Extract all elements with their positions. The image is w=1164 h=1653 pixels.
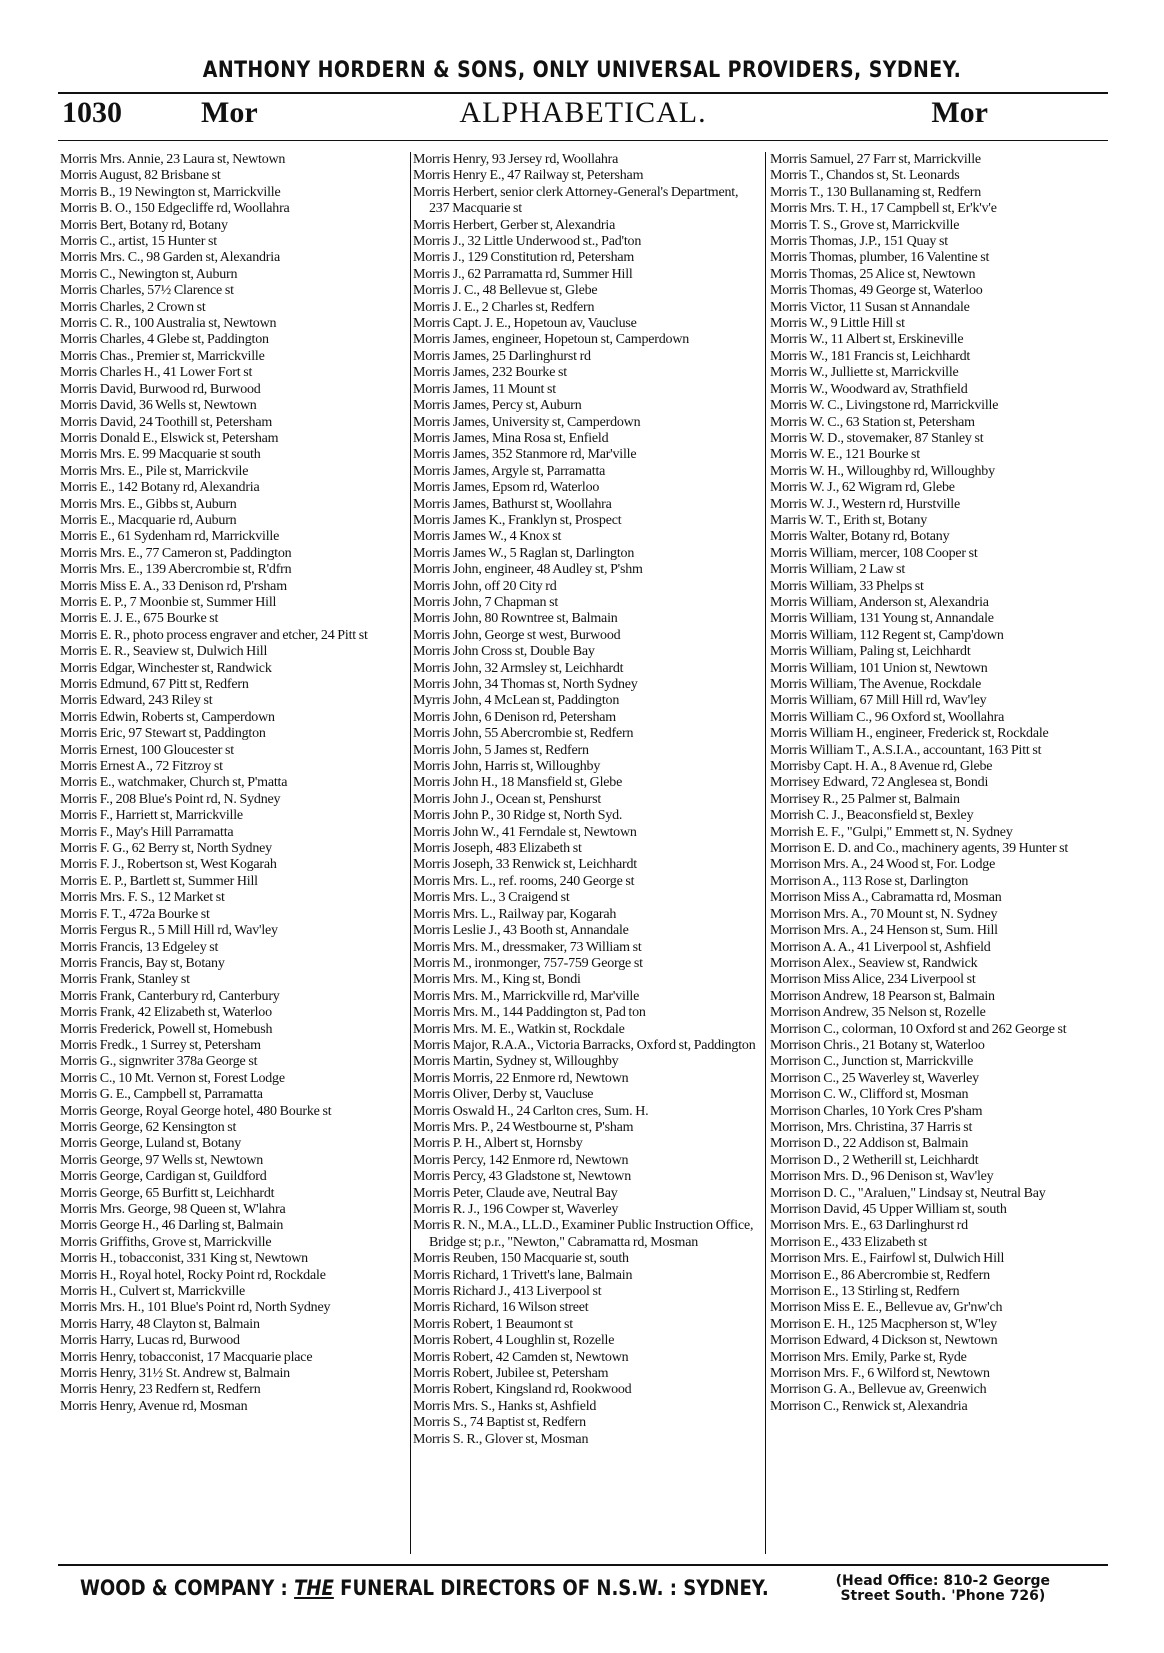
directory-entry: Morrison E. D. and Co., machinery agents, 39 Hunter st [770,841,1069,857]
directory-entry: Morris Joseph, 483 Elizabeth st [413,841,582,857]
directory-entry: Morris G., signwriter 378a George st [60,1054,258,1070]
directory-entry: Morrison E., 433 Elizabeth st [770,1234,928,1250]
directory-entry: Morris J. E., 2 Charles st, Redfern [413,299,595,315]
directory-entry: Morris W. C., Livingstone rd, Marrickville [770,398,999,414]
directory-entry: Morris Henry E., 47 Railway st, Petersham [413,168,644,184]
directory-entry: Morris Mrs. M., Marrickville rd, Mar'ville [413,988,640,1004]
directory-entry: Morris Frederick, Powell st, Homebush [60,1021,273,1037]
directory-entry: Morrison Mrs. A., 24 Henson st, Sum. Hill [770,923,998,939]
page-number: 1030 [62,96,122,129]
directory-entry: Morris E., Macquarie rd, Auburn [60,512,237,528]
directory-entry: Morris Thomas, J.P., 151 Quay st [770,234,948,250]
directory-entry: Morris F., May's Hill Parramatta [60,824,234,840]
directory-entry: Morris Percy, 142 Enmore rd, Newtown [413,1152,629,1168]
directory-entry: Morrison Chris., 21 Botany st, Waterloo [770,1037,985,1053]
directory-entry: Morris Mrs. E. 99 Macquarie st south [60,447,261,463]
directory-entry: Morris Harry, Lucas rd, Burwood [60,1333,240,1349]
directory-entry: Morris J., 129 Constitution rd, Petersham [413,250,635,266]
directory-entry: Morris Bert, Botany rd, Botany [60,217,228,233]
directory-entry: Morrison E., 86 Abercrombie st, Redfern [770,1267,990,1283]
directory-entry: Morris Henry, 93 Jersey rd, Woollahra [413,152,619,167]
directory-entry: Morrison D. C., "Araluen," Lindsay st, Neutral Bay [770,1185,1046,1201]
directory-entry: Morris John, engineer, 48 Audley st, P'shm [413,562,643,578]
directory-entry: Morris Mrs. George, 98 Queen st, W'lahra [60,1202,286,1217]
directory-entry: Morris Ernest A., 72 Fitzroy st [60,759,223,775]
directory-entry: Morris Mrs. H., 101 Blue's Point rd, North Sydney [60,1300,331,1316]
directory-entry: Morrison David, 45 Upper William st, south [770,1202,1007,1217]
directory-entry: Morris W., 9 Little Hill st [770,316,905,332]
directory-entry: Morris Eric, 97 Stewart st, Paddington [60,726,266,742]
section-title: ALPHABETICAL. [459,96,707,129]
right-guide-word: Mor [931,96,988,129]
directory-entry: Morris Richard, 16 Wilson street [413,1300,589,1316]
directory-entry: Morris George, Luland st, Botany [60,1136,242,1152]
directory-entry: Morrison C., Renwick st, Alexandria [770,1398,968,1414]
directory-entry: Morris W., Julliette st, Marrickville [770,365,959,381]
directory-entry: Morris James W., 5 Raglan st, Darlington [413,545,635,561]
directory-entry: Morris F. J., Robertson st, West Kogarah [60,857,277,873]
directory-entry: Morris S. R., Glover st, Mosman [413,1431,589,1447]
directory-entry: Morris B. O., 150 Edgecliffe rd, Woollahra [60,201,290,217]
directory-entry: Morrison A. A., 41 Liverpool st, Ashfield [770,939,991,955]
directory-entry: Morris C., Newington st, Auburn [60,266,238,282]
directory-entry: Morris James, University st, Camperdown [413,414,641,430]
directory-entry: Morris William, The Avenue, Rockdale [770,677,982,692]
directory-entry: Morris Mrs. L., 3 Craigend st [413,890,570,906]
directory-entry: Myrris John, 4 McLean st, Paddington [413,693,620,709]
footer-office: (Head Office: 810-2 George Street South. 'Phone 726) [835,1573,1050,1604]
directory-entry: Morris W. H., Willoughby rd, Willoughby [770,463,995,479]
top-rule [58,92,1108,94]
directory-entry: Morris E., watchmaker, Church st, P'matta [60,775,288,791]
directory-entry: Morris Robert, 42 Camden st, Newtown [413,1349,629,1365]
directory-entry: Morrison D., 22 Addison st, Balmain [770,1136,969,1152]
advertiser-banner: ANTHONY HORDERN & SONS, ONLY UNIVERSAL PROVIDERS, SYDNEY. [202,58,962,83]
directory-entry: Morris John, 80 Rowntree st, Balmain [413,611,618,627]
directory-entry: Morris M., ironmonger, 757-759 George st [413,955,643,971]
directory-entry: Morris William, Anderson st, Alexandria [770,594,989,610]
directory-entry: Morris Peter, Claude ave, Neutral Bay [413,1185,618,1201]
directory-entry: Morris James, Epsom rd, Waterloo [413,480,600,496]
directory-entry: Morris Herbert, senior clerk Attorney-General's Department, 237 Macquarie st [413,184,739,217]
directory-entry: Morrison Charles, 10 York Cres P'sham [770,1103,983,1119]
directory-entry: Morrisby Capt. H. A., 8 Avenue rd, Glebe [770,759,993,775]
directory-entry: Morris W., Woodward av, Strathfield [770,381,968,397]
directory-entry: Morris F., 208 Blue's Point rd, N. Sydney [60,791,281,807]
directory-entry: Morris B., 19 Newington st, Marrickville [60,184,281,200]
column-divider [765,152,766,1554]
directory-entry: Morris Edgar, Winchester st, Randwick [60,660,272,676]
directory-entry: Morrison Miss A., Cabramatta rd, Mosman [770,890,1002,906]
directory-entry: Morris John, 34 Thomas st, North Sydney [413,677,638,692]
directory-entry: Morris George, Cardigan st, Guildford [60,1169,267,1185]
directory-entry: Morris E. J. E., 675 Bourke st [60,611,219,627]
directory-entry: Morris Mrs. P., 24 Westbourne st, P'sham [413,1119,634,1135]
directory-entry: Morris William, 131 Young st, Annandale [770,611,994,627]
left-guide-word: Mor [201,96,258,129]
directory-entry: Morris Fredk., 1 Surrey st, Petersham [60,1037,261,1053]
directory-entry: Morris John, 5 James st, Redfern [413,742,589,758]
directory-entry: Morris Charles, 57½ Clarence st [60,283,234,299]
directory-entry: Morrison Mrs. E., Fairfowl st, Dulwich Hill [770,1251,1005,1267]
directory-entry: Morris Mrs. M., King st, Bondi [413,972,581,988]
directory-entry: Morris John, 7 Chapman st [413,594,559,610]
directory-entry: Morrison Miss Alice, 234 Liverpool st [770,972,976,988]
directory-entry: Morris Frank, Canterbury rd, Canterbury [60,988,280,1004]
directory-entry: Morris James, 352 Stanmore rd, Mar'ville [413,447,637,463]
directory-entry: Morrison Alex., Seaview st, Randwick [770,955,978,971]
directory-entry: Morris Miss E. A., 33 Denison rd, P'rsham [60,578,287,594]
directory-entry: Morris Mrs. M. E., Watkin st, Rockdale [413,1021,625,1037]
advertiser-footer [60,1572,1110,1622]
directory-entry: Morris G. E., Campbell st, Parramatta [60,1087,263,1103]
directory-entry: Morrish C. J., Beaconsfield st, Bexley [770,808,974,824]
directory-entry: Morris Robert, Jubilee st, Petersham [413,1366,609,1382]
directory-entry: Morris Major, R.A.A., Victoria Barracks, Oxford st, Paddington [413,1037,756,1053]
directory-entry: Morrison E. H., 125 Macpherson st, W'ley [770,1316,997,1332]
directory-entry: Morris James, 25 Darlinghurst rd [413,348,591,364]
directory-entry: Morris Fergus R., 5 Mill Hill rd, Wav'ley [60,923,278,939]
directory-entry: Morris Oswald H., 24 Carlton cres, Sum. H. [413,1103,649,1119]
directory-entry: Morrison, Mrs. Christina, 37 Harris st [770,1119,973,1135]
directory-entry: Morris John, 55 Abercrombie st, Redfern [413,726,634,742]
directory-entry: Morris J., 62 Parramatta rd, Summer Hill [413,266,633,282]
directory-entry: Morris Richard, 1 Trivett's lane, Balmain [413,1267,633,1283]
directory-entry: Morris William, 67 Mill Hill rd, Wav'ley [770,693,987,709]
directory-entry: Morris E., 61 Sydenham rd, Marrickville [60,529,280,545]
directory-entry: Morris Herbert, Gerber st, Alexandria [413,217,616,233]
directory-entry: Morrison G. A., Bellevue av, Greenwich [770,1382,987,1398]
directory-entry: Morris E., 142 Botany rd, Alexandria [60,480,260,496]
directory-entry: Morrison C., Junction st, Marrickville [770,1054,974,1070]
directory-entry: Morrison D., 2 Wetherill st, Leichhardt [770,1152,979,1168]
directory-entry: Morris Thomas, plumber, 16 Valentine st [770,250,990,266]
directory-entry: Morris R. N., M.A., LL.D., Examiner Public Instruction Office, Bridge st; p.r., "Newton," Cabramatta rd, Mosman [413,1218,754,1250]
directory-entry: Morris Mrs. C., 98 Garden st, Alexandria [60,250,280,266]
directory-entry: Morris Charles, 2 Crown st [60,299,206,315]
directory-entry: Morris Mrs. E., Gibbs st, Auburn [60,496,237,512]
directory-entry: Morris W. C., 63 Station st, Petersham [770,414,975,430]
directory-entry: Morrison C. W., Clifford st, Mosman [770,1087,969,1103]
directory-entry: Morris Harry, 48 Clayton st, Balmain [60,1316,260,1332]
directory-entry: Morris Walter, Botany rd, Botany [770,529,950,545]
directory-entry: Morris E. R., Seaview st, Dulwich Hill [60,644,268,660]
directory-entry: Morris Thomas, 49 George st, Waterloo [770,283,983,299]
column-3 [770,152,1108,1554]
directory-entry: Morrison Mrs. D., 96 Denison st, Wav'ley [770,1169,994,1185]
directory-entry: Morris Oliver, Derby st, Vaucluse [413,1087,594,1103]
directory-entry: Morris Henry, Avenue rd, Mosman [60,1398,248,1414]
directory-entry: Morris James, 11 Mount st [413,381,556,397]
directory-entry: Morris F. T., 472a Bourke st [60,906,210,922]
directory-entry: Morris E. R., photo process engraver and etcher, 24 Pitt st [60,627,368,643]
directory-entry: Morris William, Paling st, Leichhardt [770,644,971,660]
directory-entry: Morris J., 32 Little Underwood st., Pad'ton [413,234,642,250]
directory-entry: Morris T. S., Grove st, Marrickville [770,217,960,233]
directory-entry: Morrish E. F., "Gulpi," Emmett st, N. Sydney [770,824,1013,840]
directory-entry: Morris Joseph, 33 Renwick st, Leichhardt [413,857,637,873]
directory-entry: Morris John, 6 Denison rd, Petersham [413,709,617,725]
directory-entry: Morris Charles H., 41 Lower Fort st [60,365,253,381]
directory-entry: Morris Mrs. M., dressmaker, 73 William st [413,939,642,955]
directory-entry: Morris Martin, Sydney st, Willoughby [413,1054,619,1070]
directory-entry: Morris August, 82 Brisbane st [60,168,221,184]
directory-entry: Morris Robert, 1 Beaumont st [413,1316,573,1332]
footer-company: WOOD & COMPANY : [80,1576,295,1600]
directory-entry: Morris James, Percy st, Auburn [413,398,582,414]
directory-entry: Morris Edwin, Roberts st, Camperdown [60,709,275,725]
directory-entry: Morris John, 32 Armsley st, Leichhardt [413,660,624,676]
column-2 [413,152,761,1554]
directory-entry: Morris James, engineer, Hopetoun st, Camperdown [413,332,690,348]
directory-entry: Morris Frank, 42 Elizabeth st, Waterloo [60,1005,272,1021]
directory-entry: Morris Edward, 243 Riley st [60,693,213,709]
directory-entry: Morris Morris, 22 Enmore rd, Newtown [413,1070,629,1086]
directory-entry: Morris T., Chandos st, St. Leonards [770,168,960,184]
directory-entry: Morris James, Bathurst st, Woollahra [413,496,612,512]
directory-entry: Morris E. P., Bartlett st, Summer Hill [60,873,258,889]
directory-entry: Morris Mrs. E., Pile st, Marrickvile [60,463,249,479]
directory-entry: Morris W., 181 Francis st, Leichhardt [770,348,971,364]
directory-entry: Morrison Mrs. Emily, Parke st, Ryde [770,1349,967,1365]
directory-entry: Morris John H., 18 Mansfield st, Glebe [413,775,623,791]
directory-entry: Morris John, Harris st, Willoughby [413,759,601,775]
directory-entry: Morris John W., 41 Ferndale st, Newtown [413,824,637,840]
directory-entry: Morris W. D., stovemaker, 87 Stanley st [770,430,984,446]
directory-entry: Morris S., 74 Baptist st, Redfern [413,1415,586,1431]
directory-entry: Morris Mrs. L., ref. rooms, 240 George st [413,873,635,889]
footer-the: THE [294,1576,334,1600]
directory-entry: Morris Charles, 4 Glebe st, Paddington [60,332,269,348]
directory-entry: Morris Henry, 31½ St. Andrew st, Balmain [60,1366,290,1382]
column-1 [60,152,408,1554]
directory-entry: Morris Henry, 23 Redfern st, Redfern [60,1382,261,1398]
directory-entry: Morris Reuben, 150 Macquarie st, south [413,1251,629,1267]
directory-columns [60,152,1108,1554]
directory-entry: Morrison A., 113 Rose st, Darlington [770,873,969,889]
footer-advert [80,1576,769,1600]
directory-entry: Morris Donald E., Elswick st, Petersham [60,430,279,446]
directory-entry: Morris John, George st west, Burwood [413,627,621,643]
directory-entry: Morris Victor, 11 Susan st Annandale [770,299,970,315]
directory-entry: Morris T., 130 Bullanaming st, Redfern [770,184,982,200]
directory-entry: Morrison Mrs. E., 63 Darlinghurst rd [770,1218,968,1234]
directory-entry: Morrison Mrs. F., 6 Wilford st, Newtown [770,1366,990,1382]
directory-entry: Morris James, 232 Bourke st [413,365,567,381]
column-divider [410,152,411,1554]
footer-rule [58,1564,1108,1566]
directory-entry: Morris James, Argyle st, Parramatta [413,463,606,479]
directory-entry: Morrison C., colorman, 10 Oxford st and 262 George st [770,1021,1067,1037]
directory-entry: Morris Ernest, 100 Gloucester st [60,742,234,758]
directory-entry: Morris Mrs. E., 77 Cameron st, Paddington [60,545,292,561]
directory-entry: Morris Frank, Stanley st [60,972,190,988]
directory-entry: Morris Henry, tobacconist, 17 Macquarie place [60,1349,313,1365]
directory-entry: Morris F., Harriett st, Marrickville [60,808,243,824]
directory-entry: Morris Mrs. Annie, 23 Laura st, Newtown [60,152,286,167]
directory-entry: Morris F. G., 62 Berry st, North Sydney [60,841,272,857]
directory-entry: Morris H., Royal hotel, Rocky Point rd, Rockdale [60,1267,326,1283]
directory-entry: Marris W. T., Erith st, Botany [770,512,928,528]
directory-entry: Morrison Edward, 4 Dickson st, Newtown [770,1333,998,1349]
directory-entry: Morris Edmund, 67 Pitt st, Redfern [60,677,249,692]
directory-entry: Morris James W., 4 Knox st [413,529,562,545]
directory-entry: Morris Capt. J. E., Hopetoun av, Vaucluse [413,316,637,332]
directory-entry: Morris P. H., Albert st, Hornsby [413,1136,583,1152]
directory-entry: Morris William, 101 Union st, Newtown [770,660,988,676]
running-header [58,96,1108,136]
directory-entry: Morris Leslie J., 43 Booth st, Annandale [413,923,629,939]
header-rule [58,140,1108,141]
directory-entry: Morris David, 36 Wells st, Newtown [60,398,257,414]
directory-entry: Morris William, 2 Law st [770,562,906,578]
directory-entry: Morrisey Edward, 72 Anglesea st, Bondi [770,775,989,791]
directory-entry: Morrisey R., 25 Palmer st, Balmain [770,791,960,807]
directory-entry: Morris John J., Ocean st, Penshurst [413,791,602,807]
directory-entry: Morris William, 33 Phelps st [770,578,924,594]
directory-entry: Morris W., 11 Albert st, Erskineville [770,332,964,348]
directory-entry: Morris John P., 30 Ridge st, North Syd. [413,808,623,824]
directory-entry: Morris E. P., 7 Moonbie st, Summer Hill [60,594,277,610]
directory-entry: Morris W. E., 121 Bourke st [770,447,920,463]
directory-entry: Morris David, 24 Toothill st, Petersham [60,414,273,430]
directory-entry: Morris William C., 96 Oxford st, Woollahra [770,709,1005,725]
directory-entry: Morris George, 97 Wells st, Newtown [60,1152,264,1168]
directory-entry: Morris Mrs. F. S., 12 Market st [60,890,225,906]
directory-entry: Morris James K., Franklyn st, Prospect [413,512,622,528]
directory-entry: Morris R. J., 196 Cowper st, Waverley [413,1202,619,1217]
directory-entry: Morris C. R., 100 Australia st, Newtown [60,316,277,332]
directory-entry: Morris William H., engineer, Frederick st, Rockdale [770,726,1049,742]
directory-entry: Morris William, mercer, 108 Cooper st [770,545,978,561]
directory-entry: Morrison Mrs. A., 70 Mount st, N. Sydney [770,906,998,922]
directory-entry: Morris William T., A.S.I.A., accountant, 163 Pitt st [770,742,1042,758]
directory-entry: Morris C., artist, 15 Hunter st [60,234,217,250]
directory-entry: Morris Richard J., 413 Liverpool st [413,1284,602,1300]
directory-entry: Morris W. J., 62 Wigram rd, Glebe [770,480,955,496]
directory-entry: Morris David, Burwood rd, Burwood [60,381,261,397]
directory-entry: Morris George H., 46 Darling st, Balmain [60,1218,284,1234]
directory-entry: Morrison Mrs. A., 24 Wood st, For. Lodge [770,857,996,873]
directory-entry: Morris George, Royal George hotel, 480 Bourke st [60,1103,332,1119]
directory-entry: Morris J. C., 48 Bellevue st, Glebe [413,283,598,299]
directory-entry: Morrison C., 25 Waverley st, Waverley [770,1070,979,1086]
directory-entry: Morris C., 10 Mt. Vernon st, Forest Lodge [60,1070,285,1086]
directory-entry: Morris Samuel, 27 Farr st, Marrickville [770,152,981,167]
directory-entry: Morris Mrs. M., 144 Paddington st, Pad ton [413,1005,646,1021]
directory-entry: Morris Mrs. L., Railway par, Kogarah [413,906,617,922]
footer-tagline: FUNERAL DIRECTORS OF N.S.W. : SYDNEY. [333,1576,769,1600]
directory-entry: Morris William, 112 Regent st, Camp'down [770,627,1004,643]
directory-entry: Morrison E., 13 Stirling st, Redfern [770,1284,960,1300]
directory-entry: Morris George, 62 Kensington st [60,1119,237,1135]
directory-entry: Morris Thomas, 25 Alice st, Newtown [770,266,976,282]
directory-entry: Morris Percy, 43 Gladstone st, Newtown [413,1169,632,1185]
directory-entry: Morris James, Mina Rosa st, Enfield [413,430,609,446]
directory-entry: Morris Chas., Premier st, Marrickville [60,348,265,364]
directory-entry: Morrison Andrew, 35 Nelson st, Rozelle [770,1005,986,1021]
directory-entry: Morris W. J., Western rd, Hurstville [770,496,960,512]
directory-entry: Morris Robert, Kingsland rd, Rookwood [413,1382,632,1398]
directory-entry: Morris H., tobacconist, 331 King st, Newtown [60,1251,308,1267]
directory-entry: Morris Mrs. S., Hanks st, Ashfield [413,1398,597,1414]
directory-entry: Morris H., Culvert st, Marrickville [60,1284,246,1300]
directory-entry: Morris Mrs. T. H., 17 Campbell st, Er'k'v'e [770,201,997,217]
directory-entry: Morris Griffiths, Grove st, Marrickville [60,1234,272,1250]
directory-entry: Morris Mrs. E., 139 Abercrombie st, R'dfrn [60,562,292,578]
directory-entry: Morris Francis, 13 Edgeley st [60,939,219,955]
directory-entry: Morris John Cross st, Double Bay [413,644,595,660]
directory-entry: Morris George, 65 Burfitt st, Leichhardt [60,1185,275,1201]
directory-entry: Morris John, off 20 City rd [413,578,557,594]
directory-entry: Morris Francis, Bay st, Botany [60,955,225,971]
directory-entry: Morrison Andrew, 18 Pearson st, Balmain [770,988,995,1004]
directory-entry: Morris Robert, 4 Loughlin st, Rozelle [413,1333,615,1349]
directory-entry: Morrison Miss E. E., Bellevue av, Gr'nw'ch [770,1300,1003,1316]
